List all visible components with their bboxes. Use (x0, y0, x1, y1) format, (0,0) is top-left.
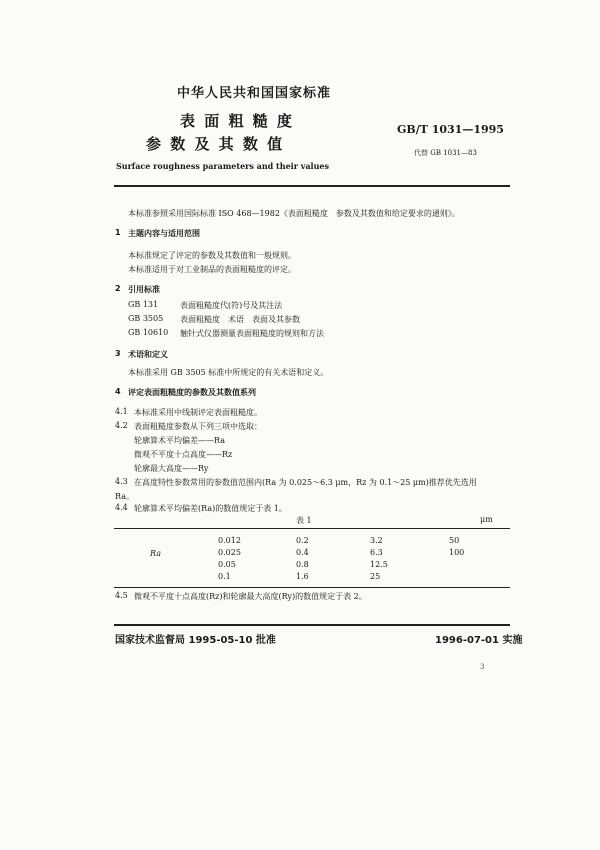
table-cell: 0.05 (218, 560, 236, 569)
table-cell: 0.8 (296, 560, 309, 569)
document-title-english: Surface roughness parameters and their values (116, 161, 329, 171)
clause-4-2-text: 表面粗糙度参数从下列三项中选取： (134, 422, 262, 431)
section-1-title: 主题内容与适用范围 (128, 229, 200, 238)
section-4-title: 评定表面粗糙度的参数及其数值系列 (128, 388, 256, 397)
table-column (218, 535, 241, 583)
clause-4-5-text: 微观不平度十点高度(Rz)和轮廓最大高度(Ry)的数值规定于表 2。 (134, 592, 367, 601)
table-bottom-rule (114, 587, 510, 588)
page-number: 3 (480, 663, 485, 671)
header-rule (114, 185, 510, 187)
table-top-rule (114, 528, 510, 529)
table-column (370, 535, 388, 583)
reference-title: 表面粗糙度代(符)号及其注法 (180, 301, 283, 310)
section-2-title: 引用标准 (128, 285, 160, 294)
table-1-unit: μm (480, 515, 493, 524)
clause-4-1-text: 本标准采用中线制评定表面粗糙度。 (134, 408, 262, 417)
table-column (296, 535, 309, 583)
section-1-line-2: 本标准适用于对工业制品的表面粗糙度的评定。 (128, 265, 296, 274)
table-1-caption: 表 1 (296, 516, 312, 525)
clause-4-2-number: 4.2 (115, 421, 128, 430)
table-cell: 3.2 (370, 536, 383, 545)
table-cell: 0.2 (296, 536, 309, 545)
table-cell: 100 (449, 548, 465, 557)
table-cell: 12.5 (370, 560, 388, 569)
footer-rule (114, 624, 510, 626)
section-3-title: 术语和定义 (128, 350, 168, 359)
section-2-number: 2 (115, 284, 121, 293)
reference-title: 表面粗糙度 术语 表面及其参数 (180, 315, 300, 324)
reference-code: GB 10610 (128, 328, 169, 337)
reference-title: 触针式仪器测量表面粗糙度的规则和方法 (180, 329, 324, 338)
clause-4-3-text: 在高度特性参数常用的参数值范围内(Ra 为 0.025～6.3 μm，Rz 为 0.1～25 μm)推荐优先选用 (134, 478, 477, 487)
implementation-line: 1996-07-01 实施 (435, 635, 523, 646)
table-cell: 6.3 (370, 548, 383, 557)
table-cell: 0.025 (218, 548, 241, 557)
table-row-label: Ra (150, 549, 161, 558)
clause-4-4-text: 轮廓算术平均偏差(Ra)的数值规定于表 1。 (134, 504, 287, 513)
reference-code: GB 131 (128, 300, 159, 309)
clause-4-3-continuation: Ra。 (115, 492, 134, 501)
standard-code: GB/T 1031—1995 (397, 123, 504, 136)
clause-4-1-number: 4.1 (115, 407, 128, 416)
parameter-ra: 轮廓算术平均偏差——Ra (134, 436, 225, 445)
approval-line: 国家技术监督局 1995-05-10 批准 (115, 635, 276, 646)
section-3-line-1: 本标准采用 GB 3505 标准中所规定的有关术语和定义。 (128, 368, 329, 377)
table-cell: 50 (449, 536, 460, 545)
document-title-line2: 参 数 及 其 数 值 (146, 135, 285, 153)
section-3-number: 3 (115, 349, 121, 358)
intro-paragraph: 本标准参照采用国际标准 ISO 468—1982《表面粗糙度 参数及其数值和给定要求的通则》。 (128, 209, 460, 218)
table-cell: 25 (370, 572, 381, 581)
section-1-number: 1 (115, 228, 121, 237)
table-cell: 0.1 (218, 572, 231, 581)
parameter-ry: 轮廓最大高度——Ry (134, 464, 209, 473)
parameter-rz: 微观不平度十点高度——Rz (134, 450, 233, 459)
national-standard-heading: 中华人民共和国国家标准 (177, 86, 332, 101)
section-4-number: 4 (115, 387, 121, 396)
table-column (449, 535, 464, 559)
table-cell: 0.4 (296, 548, 309, 557)
table-cell: 0.012 (218, 536, 241, 545)
reference-code: GB 3505 (128, 314, 164, 323)
replaces-note: 代替 GB 1031—83 (414, 149, 477, 157)
document-title-line1: 表 面 粗 糙 度 (180, 112, 294, 130)
table-cell: 1.6 (296, 572, 309, 581)
section-1-line-1: 本标准规定了评定的参数及其数值和一般规则。 (128, 251, 296, 260)
clause-4-5-number: 4.5 (115, 591, 128, 600)
clause-4-3-number: 4.3 (115, 477, 128, 486)
clause-4-4-number: 4.4 (115, 503, 128, 512)
